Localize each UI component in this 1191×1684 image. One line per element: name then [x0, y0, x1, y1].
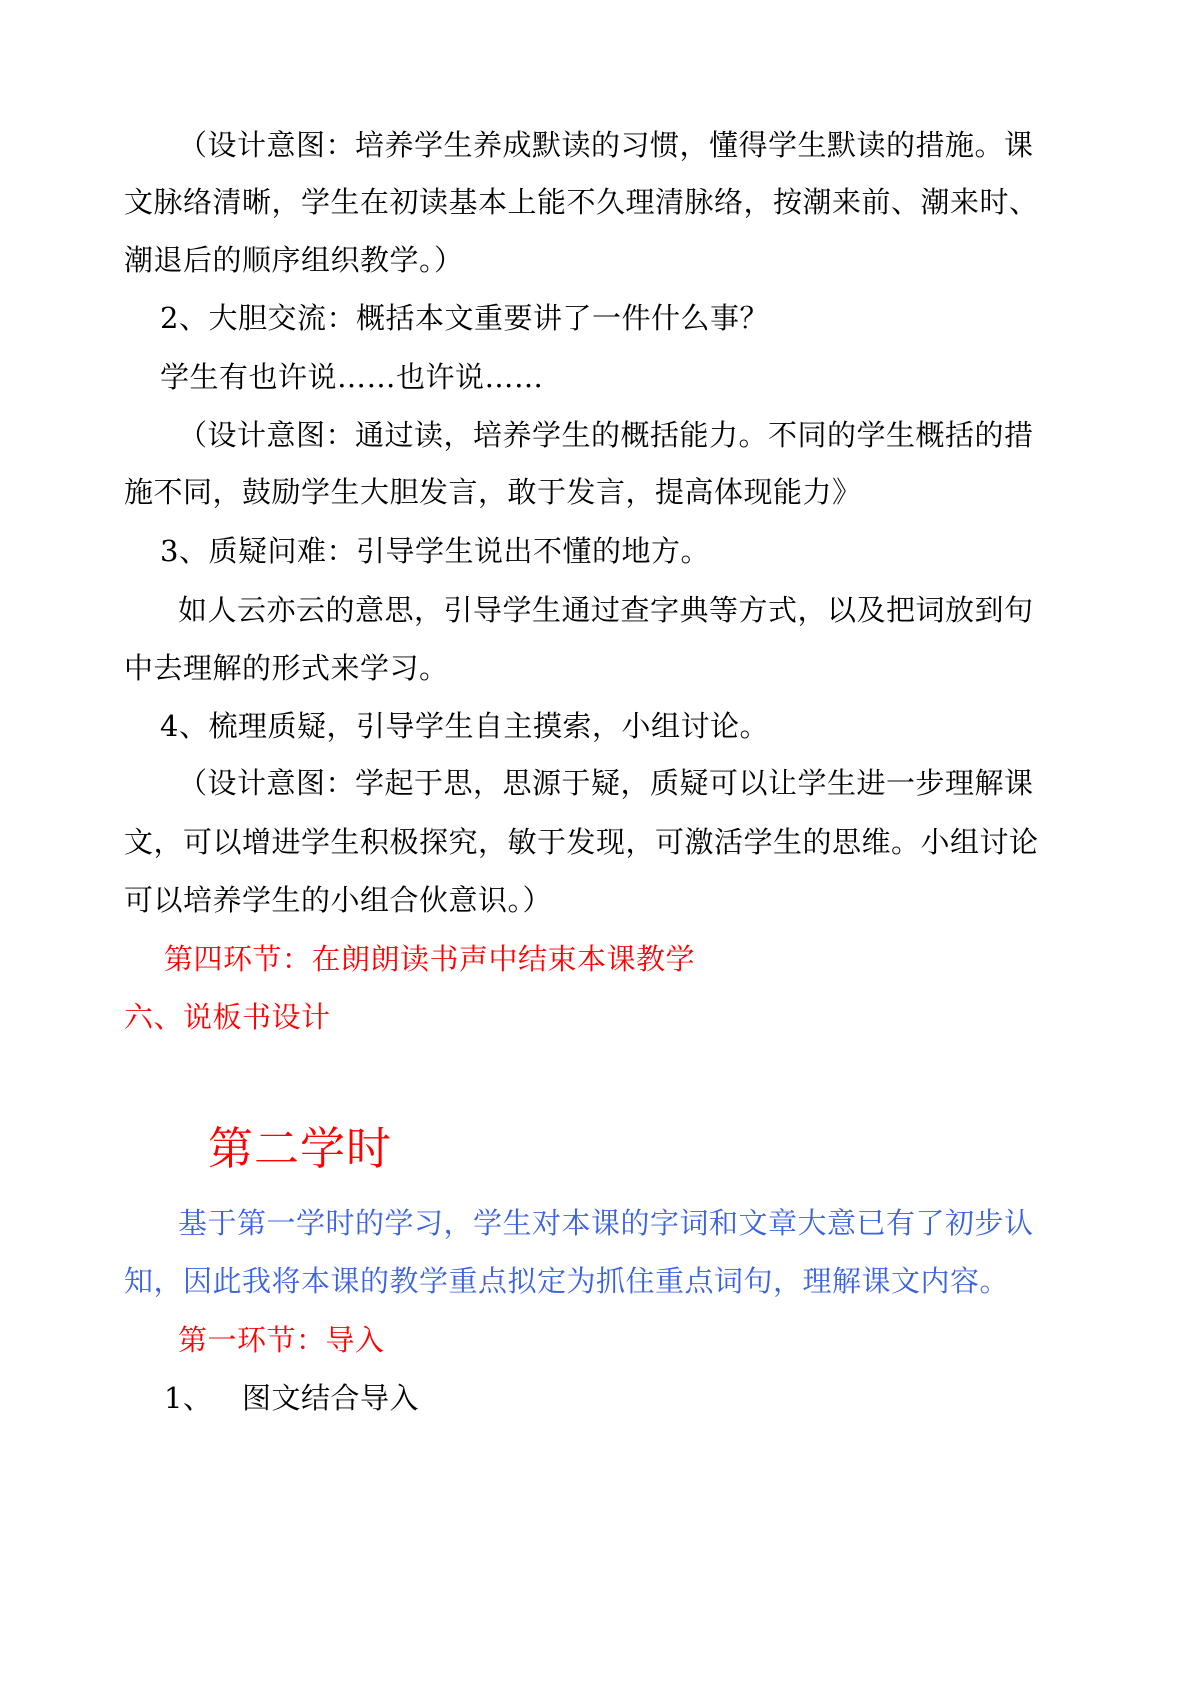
lesson-2-title: 第二学时: [208, 1122, 393, 1175]
section-4-heading: 第四环节：在朗朗读书声中结束本课教学: [164, 942, 696, 976]
intent-1-line-1: （设计意图：培养学生养成默读的习惯，懂得学生默读的措施。课: [178, 128, 1034, 162]
intent-2-line-2: 施不同，鼓励学生大胆发言，敢于发言，提高体现能力》: [124, 475, 862, 509]
step-4-line: 4、梳理质疑，引导学生自主摸索，小组讨论。: [160, 709, 769, 743]
intent-1-line-2: 文脉络清晰，学生在初读基本上能不久理清脉络，按潮来前、潮来时、: [124, 185, 1039, 219]
intent-1-line-3: 潮退后的顺序组织教学。）: [124, 243, 464, 277]
intent-3-line-1: （设计意图：学起于思，思源于疑，质疑可以让学生进一步理解课: [178, 766, 1034, 800]
lesson-2-intro-line-1: 基于第一学时的学习，学生对本课的字词和文章大意已有了初步认: [178, 1206, 1034, 1240]
section-1-heading: 第一环节：导入: [178, 1323, 385, 1357]
intent-3-line-3: 可以培养学生的小组合伙意识。）: [124, 883, 553, 917]
step-2-answer: 学生有也许说……也许说……: [160, 360, 544, 394]
intent-2-line-1: （设计意图：通过读，培养学生的概括能力。不同的学生概括的措: [178, 418, 1034, 452]
part-6-heading: 六、说板书设计: [124, 1000, 331, 1034]
step-2-line: 2、大胆交流：概括本文重要讲了一件什么事？: [160, 301, 769, 335]
step-3-line: 3、质疑问难：引导学生说出不懂的地方。: [160, 534, 710, 568]
lesson-2-intro-line-2: 知，因此我将本课的教学重点拟定为抓住重点词句，理解课文内容。: [124, 1264, 1010, 1298]
item-1: [164, 1380, 419, 1416]
step-3-detail-line-1: 如人云亦云的意思，引导学生通过查字典等方式，以及把词放到句: [178, 593, 1034, 627]
step-3-detail-line-2: 中去理解的形式来学习。: [124, 651, 449, 685]
item-1-number: 1、: [164, 1381, 213, 1415]
intent-3-line-2: 文，可以增进学生积极探究，敏于发现，可激活学生的思维。小组讨论: [124, 825, 1039, 859]
item-1-text: 图文结合导入: [242, 1381, 420, 1415]
